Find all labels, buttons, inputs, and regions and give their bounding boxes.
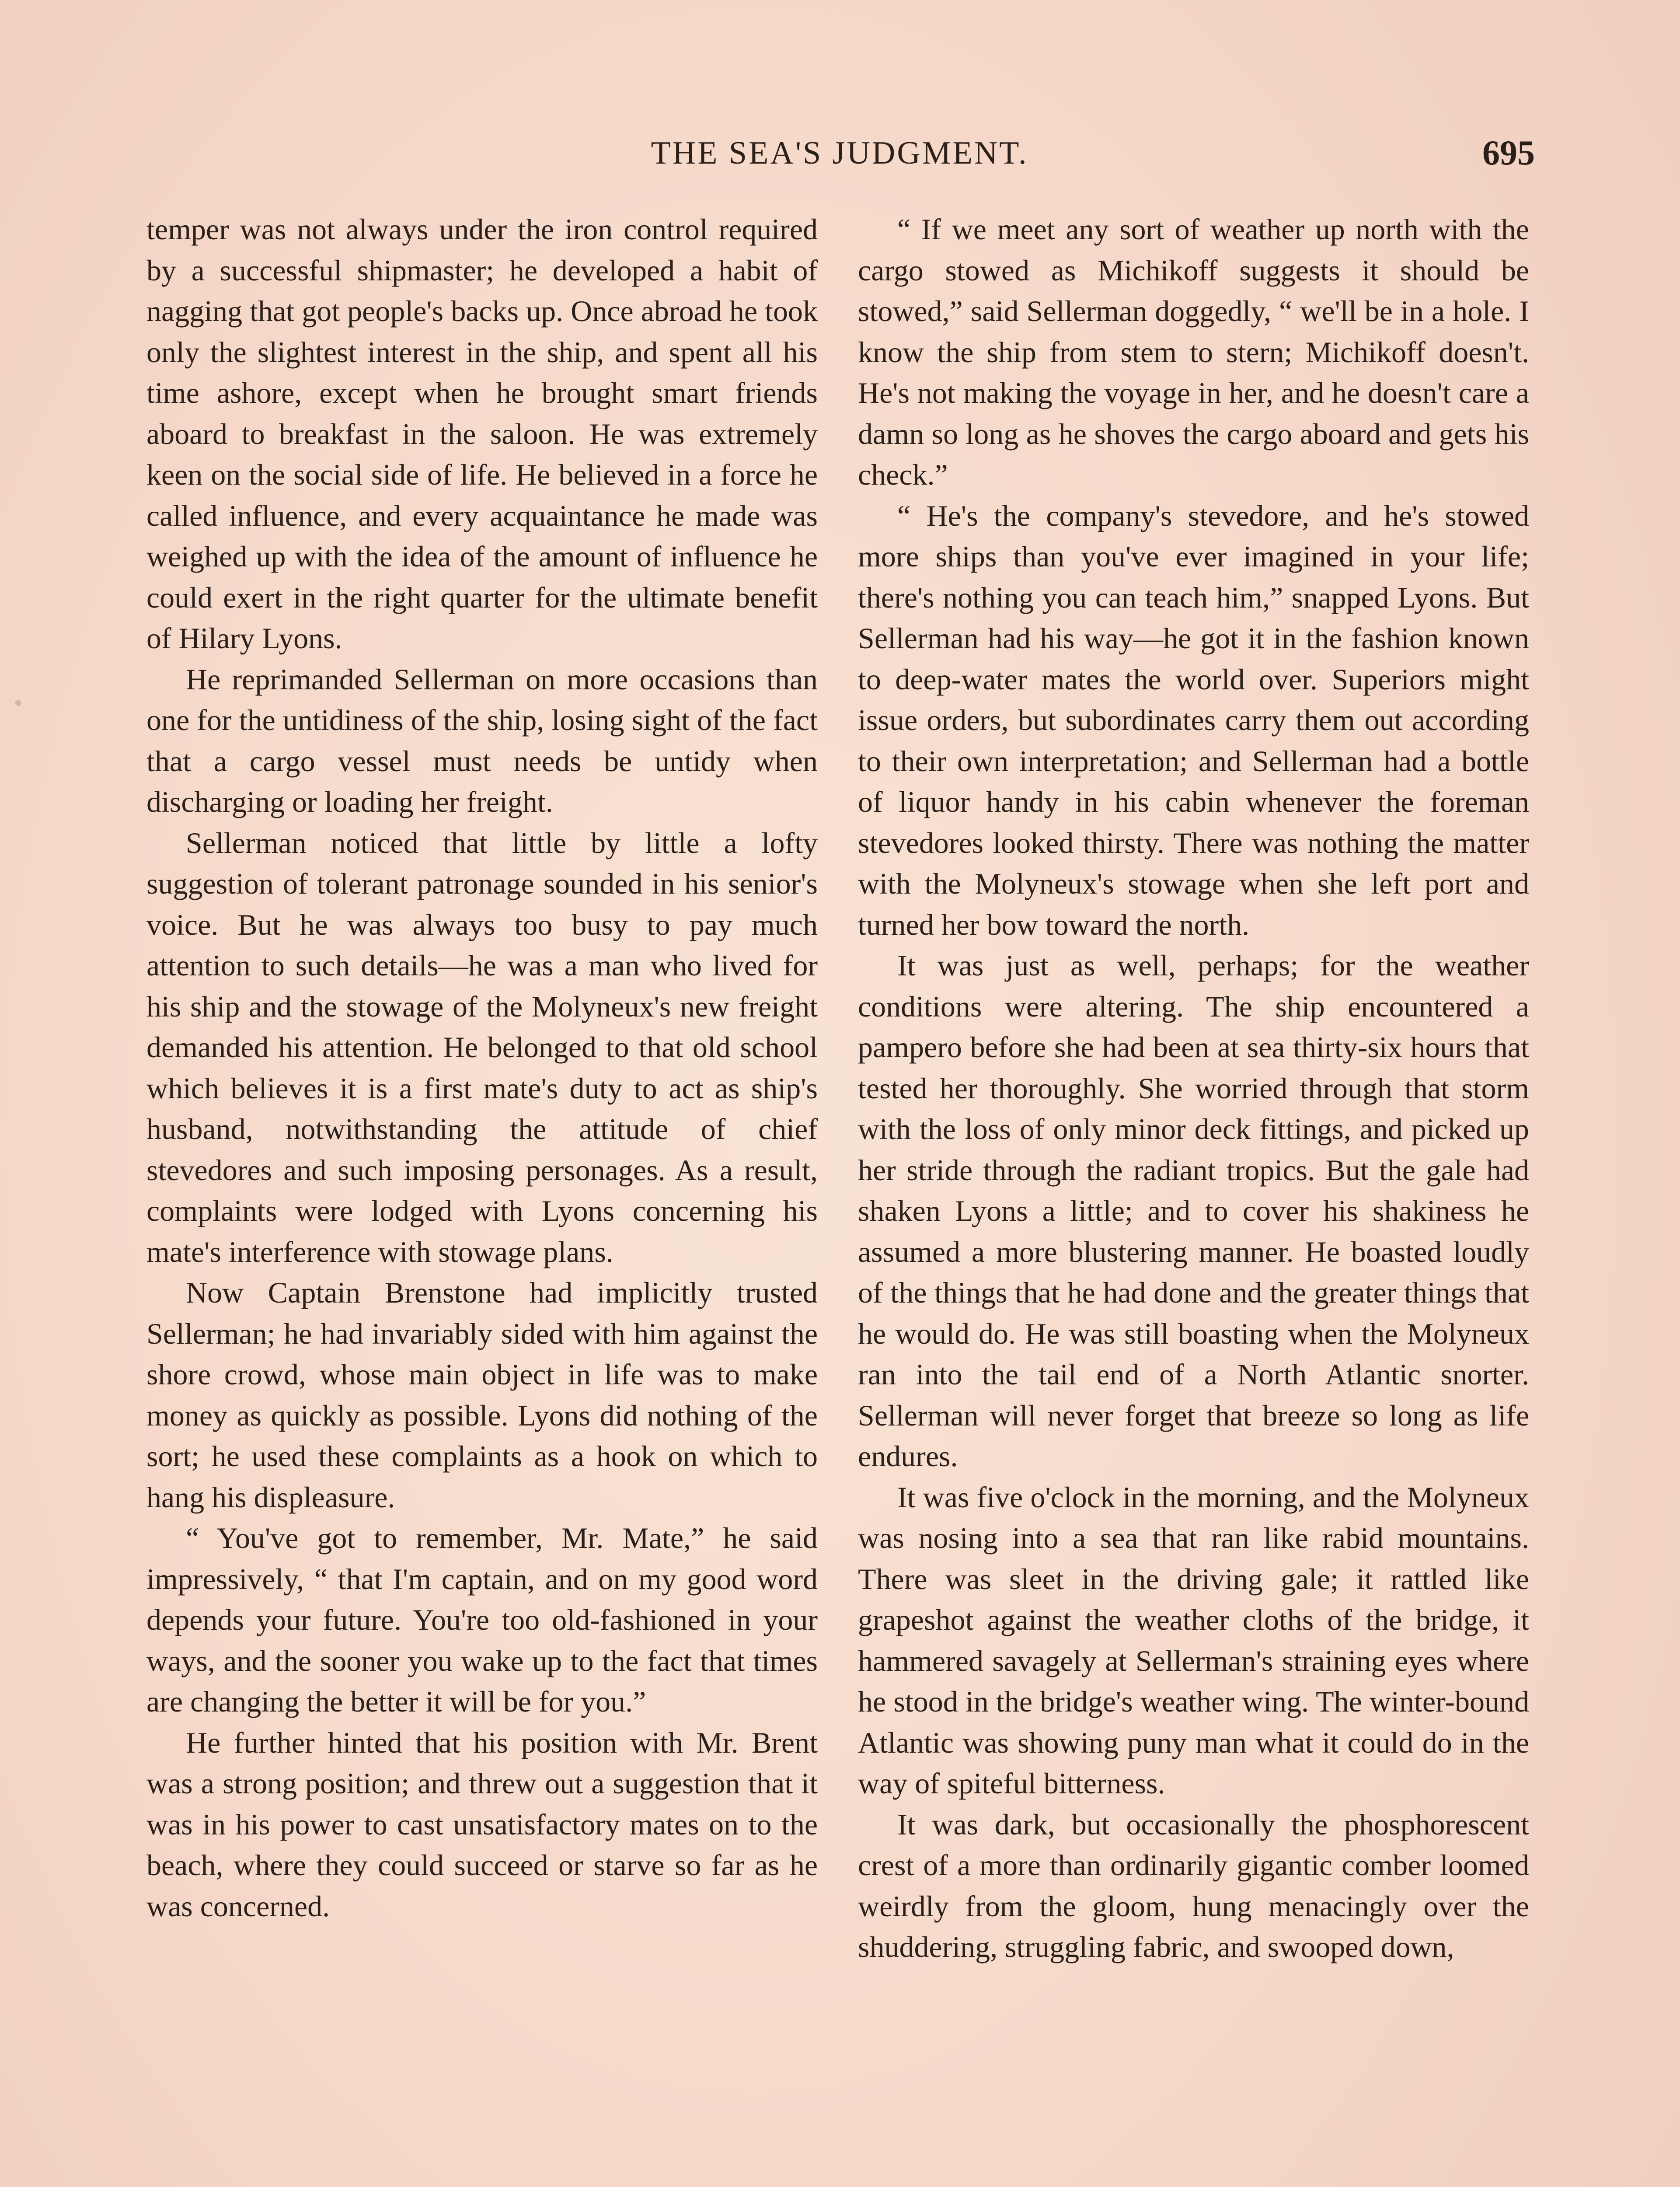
page-number: 695 xyxy=(1482,134,1535,172)
paragraph: He reprimanded Sellerman on more occasions than one for the untidiness of the ship, losing sight of the fact that a cargo vessel must needs be untidy when discharging or loading her freight. xyxy=(146,662,818,818)
text-column-left xyxy=(146,209,818,1927)
running-head xyxy=(144,129,1535,177)
paragraph: Now Captain Brenstone had implicitly trusted Sellerman; he had invariably sided with him against the shore crowd, whose main object in life was to make money as quickly as possible. Lyons did nothing of the sort; he used these complaints as a hook on which to hang his displeasure. xyxy=(146,1276,818,1514)
page-title: THE SEA'S JUDGMENT. xyxy=(651,135,1028,171)
paragraph: “ You've got to remember, Mr. Mate,” he said impressively, “ that I'm captain, and on my good word depends your future. You're too old-fashioned in your ways, and the sooner you wake up to the fact that times are changing the better it will be for you.” xyxy=(146,1521,818,1718)
text-column-right xyxy=(858,209,1529,1968)
paper-speck xyxy=(15,700,21,706)
paragraph: It was dark, but occasionally the phosphorescent crest of a more than ordinarily gigantic comber loomed weirdly from the gloom, hung menacingly over the shuddering, struggling fabric, and swooped down, xyxy=(858,1807,1529,1963)
paragraph: “ If we meet any sort of weather up north with the cargo stowed as Michikoff suggests it should be stowed,” said Sellerman doggedly, “ we'll be in a hole. I know the ship from stem to stern; Michikoff doesn't. He's not making the voyage in her, and he doesn't care a damn so long as he shoves the cargo aboard and gets his check.” xyxy=(858,213,1529,491)
paragraph: It was just as well, perhaps; for the weather conditions were altering. The ship encountered a pampero before she had been at sea thirty-six hours that tested her thoroughly. She worried through that storm with the loss of only minor deck fittings, and picked up her stride through the radiant tropics. But the gale had shaken Lyons a little; and to cover his shakiness he assumed a more blustering manner. He boasted loudly of the things that he had done and the greater things that he would do. He was still boasting when the Molyneux ran into the tail end of a North Atlantic snorter. Sellerman will never forget that breeze so long as life endures. xyxy=(858,949,1529,1473)
paragraph: temper was not always under the iron control required by a successful shipmaster; he developed a habit of nagging that got people's backs up. Once abroad he took only the slightest interest in the ship, and spent all his time ashore, except when he brought smart friends aboard to breakfast in the saloon. He was extremely keen on the social side of life. He believed in a force he called influence, and every acquaintance he made was weighed up with the idea of the amount of influence he could exert in the right quarter for the ultimate benefit of Hilary Lyons. xyxy=(146,213,818,655)
paragraph: It was five o'clock in the morning, and the Molyneux was nosing into a sea that ran like rabid mountains. There was sleet in the driving gale; it rattled like grapeshot against the weather cloths of the bridge, it hammered savagely at Sellerman's straining eyes where he stood in the bridge's weather wing. The winter-bound Atlantic was showing puny man what it could do in the way of spiteful bitterness. xyxy=(858,1480,1529,1800)
paragraph: He further hinted that his position with Mr. Brent was a strong position; and threw out a suggestion that it was in his power to cast unsatisfactory mates on to the beach, where they could succeed or starve so far as he was concerned. xyxy=(146,1726,818,1923)
paragraph: Sellerman noticed that little by little a lofty suggestion of tolerant patronage sounded in his senior's voice. But he was always too busy to pay much attention to such details—he was a man who lived for his ship and the stowage of the Molyneux's new freight demanded his attention. He belonged to that old school which believes it is a first mate's duty to act as ship's husband, notwithstanding the attitude of chief stevedores and such imposing personages. As a result, complaints were lodged with Lyons concerning his mate's interference with stowage plans. xyxy=(146,826,818,1268)
paragraph: “ He's the company's stevedore, and he's stowed more ships than you've ever imagined in your life; there's nothing you can teach him,” snapped Lyons. But Sellerman had his way—he got it in the fashion known to deep-water mates the world over. Superiors might issue orders, but subordinates carry them out according to their own interpretation; and Sellerman had a bottle of liquor handy in his cabin whenever the foreman stevedores looked thirsty. There was nothing the matter with the Molyneux's stowage when she left port and turned her bow toward the north. xyxy=(858,499,1529,941)
